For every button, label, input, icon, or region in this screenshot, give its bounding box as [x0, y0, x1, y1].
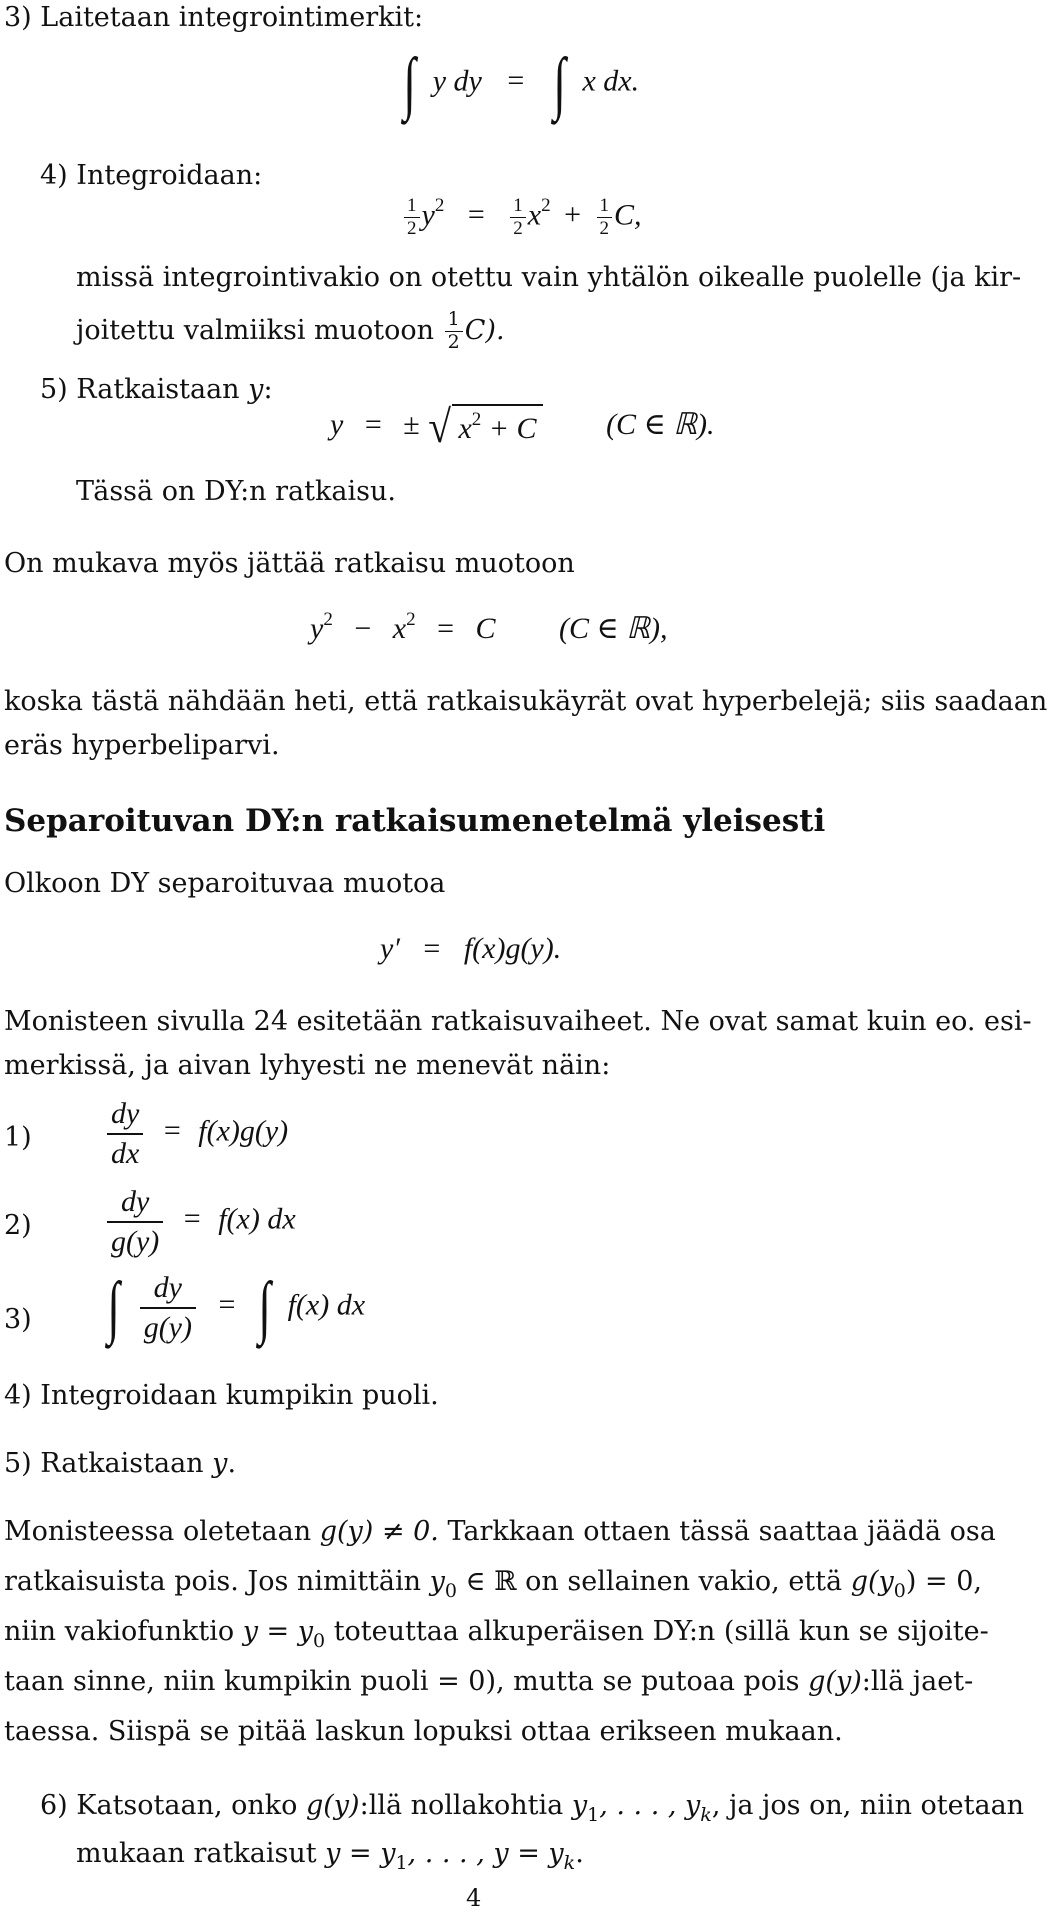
method-step-3-label: 3) — [4, 1304, 32, 1335]
method-step-5: 5) Ratkaistaan y. — [4, 1448, 237, 1479]
method-step-2-label: 2) — [4, 1210, 32, 1241]
step-4-equation: $\frac{1}{2}$ $y^2$ = $\frac{1}{2}$ $x^2$ + $\frac{1}{2}$ C, — [402, 196, 642, 239]
equals-sign: = — [467, 198, 485, 232]
step-6-line-2: mukaan ratkaisut $y = y_1$, . . . , $y = y_k$. — [76, 1838, 584, 1874]
step-5-equation: y = ± √ $x^2 + C$ (C ∈ ℝ). — [330, 401, 715, 452]
step-6-line-1: 6) Katsotaan, onko g(y):llä nollakohtia $y_1$, . . . , $y_k$, ja jos on, niin otetaan — [40, 1790, 1025, 1826]
fraction: $\frac{dy}{dx}$ — [107, 1098, 143, 1169]
step-5-note: Tässä on DY:n ratkaisu. — [76, 476, 396, 507]
page-number: 4 — [466, 1884, 482, 1912]
alt-text-line-1: koska tästä nähdään heti, että ratkaisukäyrät ovat hyperbelejä; siis saadaan — [4, 686, 1047, 717]
integral-sign: ∫ — [403, 45, 416, 122]
square-root: √ $x^2 + C$ — [427, 404, 542, 450]
caveat-line-4: taan sinne, niin kumpikin puoli = 0), mutta se putoaa pois g(y):llä jaet- — [4, 1666, 974, 1697]
half-fraction: $\frac{1}{2}$ — [597, 196, 613, 239]
step-3-equation — [400, 45, 640, 122]
step-3-lhs: y dy — [432, 64, 482, 98]
method-step-1-equation: $\frac{dy}{dx}$ = f(x)g(y) — [104, 1098, 288, 1169]
half-fraction: $\frac{1}{2}$ — [510, 196, 526, 239]
step-4-label: 4) Integroidaan: — [40, 160, 263, 191]
method-step-4: 4) Integroidaan kumpikin puoli. — [4, 1380, 439, 1411]
fraction: $\frac{dy}{g(y)}$ — [140, 1272, 196, 1343]
section-text-line-2: merkissä, ja aivan lyhyesti ne menevät näin: — [4, 1050, 611, 1081]
step-5-label: 5) Ratkaistaan y: — [40, 374, 273, 405]
integral-sign: ∫ — [107, 1269, 120, 1346]
caveat-line-3: niin vakiofunktio $y = y_0$ toteuttaa alkuperäisen DY:n (sillä kun se sijoite- — [4, 1616, 989, 1652]
section-intro: Olkoon DY separoituvaa muotoa — [4, 868, 446, 899]
method-step-3-equation: ∫ $\frac{dy}{g(y)}$ = ∫ f(x) dx — [107, 1269, 366, 1346]
step-4-text-line-2: joitettu valmiiksi muotoon $\frac{1}{2}$ C). — [76, 308, 505, 353]
fraction: $\frac{dy}{g(y)}$ — [107, 1186, 163, 1257]
step-3-label: 3) Laitetaan integrointimerkit: — [4, 2, 424, 33]
half-fraction: $\frac{1}{2}$ — [445, 310, 463, 353]
integral-sign: ∫ — [553, 45, 566, 122]
alt-text-line-2: eräs hyperbeliparvi. — [4, 730, 280, 761]
caveat-line-1: Monisteessa oletetaan g(y) ≠ 0. Tarkkaan ottaen tässä saattaa jäädä osa — [4, 1516, 996, 1547]
caveat-line-5: taessa. Siispä se pitää laskun lopuksi ottaa erikseen mukaan. — [4, 1716, 843, 1747]
alt-equation: $y^2 - x^2 = C$ (C ∈ ℝ), — [310, 609, 668, 645]
caveat-line-2: ratkaisuista pois. Jos nimittäin $y_0$ ∈ ℝ on sellainen vakio, että $g(y_0) = 0$, — [4, 1566, 982, 1602]
section-heading: Separoituvan DY:n ratkaisumenetelmä yleisesti — [4, 803, 826, 839]
method-step-1-label: 1) — [4, 1122, 32, 1153]
step-4-text-line-1: missä integrointivakio on otettu vain yhtälön oikealle puolelle (ja kir- — [76, 262, 1022, 293]
section-equation: y′ = f(x)g(y). — [380, 932, 562, 965]
section-text-line-1: Monisteen sivulla 24 esitetään ratkaisuvaiheet. Ne ovat samat kuin eo. esi- — [4, 1006, 1032, 1037]
method-step-2-equation: $\frac{dy}{g(y)}$ = f(x) dx — [104, 1186, 296, 1257]
half-fraction: $\frac{1}{2}$ — [404, 196, 420, 239]
integral-sign: ∫ — [258, 1269, 271, 1346]
equals-sign: = — [507, 64, 525, 98]
step-3-rhs: x dx. — [582, 64, 640, 98]
alt-intro: On mukava myös jättää ratkaisu muotoon — [4, 548, 575, 579]
